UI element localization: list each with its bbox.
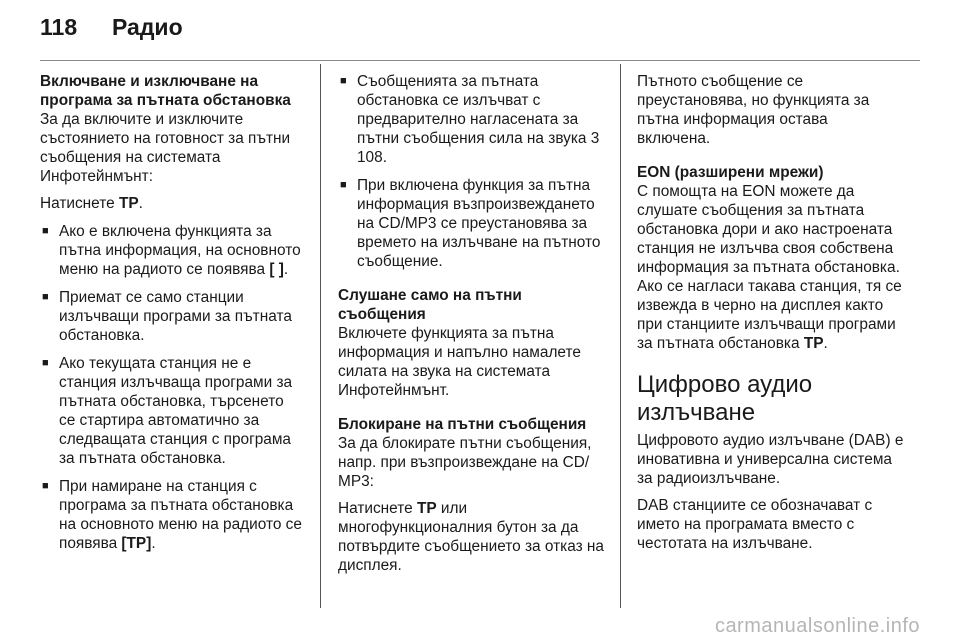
list-item [40, 477, 304, 553]
listen-only-paragraph: Включете функцията за пътна информация и напълно намалете силата на звука на системата Инфотейнмънт. [338, 325, 581, 399]
bullet-key: [ ] [269, 261, 284, 278]
page-reference[interactable]: 3 108 [357, 130, 600, 166]
section-heading-block: Блокиране на пътни съобщения [338, 416, 587, 433]
interrupt-paragraph: Пътното съобщение се преустановява, но функцията за пътна информация остава включена. [637, 73, 870, 147]
column-divider-1 [320, 64, 321, 608]
bullet-key: [TP] [121, 535, 152, 552]
bullet-suffix: . [382, 149, 387, 166]
eon-text: С помощта на EON можете да слушате съобщения за пътната обстановка дори и ако настроената станция не излъчва своя собствена информация за пътната обстановка. Ако се нагласи такава станция, тя се извежда в черно на дисплея както при станциите излъчващи програми за пътната обстановка [637, 183, 902, 352]
section-heading-dab: Цифрово аудио излъчване [637, 371, 813, 426]
section-heading-tp-toggle [40, 72, 304, 110]
tp-key-label: TP [803, 335, 824, 352]
tp-bullet-list-2 [338, 72, 606, 271]
press-prefix: Натиснете [40, 195, 119, 212]
press-suffix: или многофункционалния бутон за да потвърдите съобщението за отказ на дисплея. [338, 500, 604, 574]
column-divider-2 [620, 64, 621, 608]
column-3 [637, 72, 905, 553]
bullet-suffix: . [151, 535, 156, 552]
tp-key-label: TP [416, 500, 437, 517]
header-divider [40, 60, 920, 61]
list-item [338, 72, 606, 167]
press-suffix: . [138, 195, 143, 212]
column-1 [40, 72, 304, 553]
watermark: carmanualsonline.info [714, 615, 920, 637]
section-heading-listen-only: Слушане само на пътни съобщения [338, 287, 522, 323]
section-heading-eon: EON (разширени мрежи) [637, 164, 824, 181]
page-number: 118 [40, 14, 78, 40]
list-item: ■ Приемат се само станции излъчващи програми за пътната обстановка. [40, 288, 304, 345]
tp-bullet-list [40, 222, 304, 553]
list-item: ■ При включена функция за пътна информация възпроизвеждането на CD/MP3 се преустановява за времето на излъчване на пътното съобщение. [338, 176, 606, 271]
page-header [40, 14, 183, 54]
heading-line-2: програма за пътната обстановка [40, 92, 291, 109]
eon-suffix: . [823, 335, 828, 352]
press-tp-paragraph [40, 194, 304, 213]
list-item [40, 222, 304, 279]
press-prefix: Натиснете [338, 500, 417, 517]
page-title: Радио [112, 14, 183, 40]
heading-line-1: Включване и изключване на [40, 73, 259, 90]
dab-paragraph-1: Цифровото аудио излъчване (DAB) е иновативна и универсална система за радиоизлъчване. [637, 432, 904, 487]
block-paragraph: За да блокирате пътни съобщения, напр. при възпроизвеждане на CD/ MP3: [338, 435, 592, 490]
block-press-paragraph [338, 499, 606, 575]
tp-key-label: TP [118, 195, 139, 212]
eon-paragraph [637, 182, 905, 353]
bullet-suffix: . [283, 261, 289, 278]
intro-paragraph: За да включите и изключите състоянието на готовност за пътни съобщения на системата Инфотейнмънт: [40, 111, 291, 185]
bullet-text: Ако е включена функцията за пътна информация, на основното меню на радиото се появява [59, 223, 301, 278]
dab-paragraph-2: DAB станциите се обозначават с името на програмата вместо с честотата на излъчване. [637, 497, 873, 552]
column-2 [338, 72, 606, 575]
bullet-text: Съобщенията за пътната обстановка се излъчват с предварително нагласената за пътни съобщения сила на звука [357, 73, 591, 147]
bullet-text: При намиране на станция с програма за пътната обстановка на основното меню на радиото се появява [59, 478, 302, 552]
list-item: ■ Ако текущата станция не е станция излъчваща програми за пътната обстановка, търсенето се стартира автоматично за следващата станция с програма за пътната обстановка. [40, 354, 304, 468]
